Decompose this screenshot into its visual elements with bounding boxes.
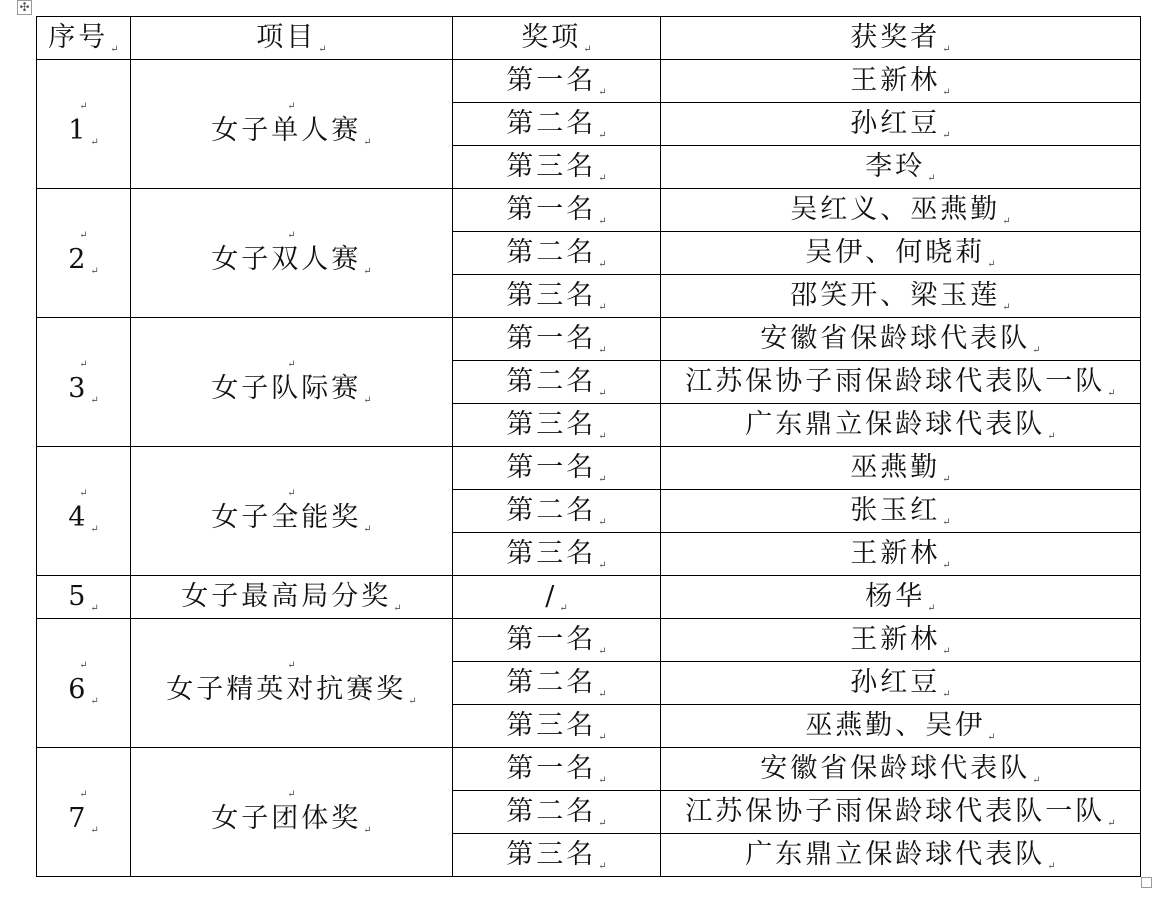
paragraph-mark-icon: ↵ (598, 774, 607, 786)
paragraph-mark-icon: ↵ (598, 860, 607, 872)
paragraph-mark-icon: ↵ (79, 100, 88, 112)
event-name: 女子精英对抗赛奖 (166, 673, 407, 705)
row-number: 5 (68, 580, 89, 612)
header-cell[interactable] (661, 17, 1141, 60)
place-cell[interactable] (453, 490, 661, 533)
place-cell[interactable] (453, 748, 661, 791)
winner-cell[interactable] (661, 662, 1141, 705)
paragraph-mark-icon: ↵ (927, 172, 936, 184)
paragraph-mark-icon: ↵ (363, 523, 372, 535)
paragraph-mark-icon: ↵ (598, 516, 607, 528)
paragraph-mark-icon: ↵ (90, 523, 99, 535)
paragraph-mark-icon: ↵ (90, 824, 99, 836)
place-label: 第三名 (506, 279, 597, 311)
winner-cell[interactable] (661, 490, 1141, 533)
row-number: 6 (68, 673, 89, 705)
winner-name: 王新林 (850, 623, 941, 655)
event-cell[interactable] (131, 318, 453, 447)
winner-cell[interactable] (661, 361, 1141, 404)
winner-name: 李玲 (865, 150, 926, 182)
paragraph-mark-icon: ↵ (110, 43, 119, 55)
row-number: 3 (68, 372, 89, 404)
table-body (37, 60, 1141, 877)
place-label: 第一名 (506, 623, 597, 655)
awards-table (36, 16, 1141, 877)
winner-name: 孙红豆 (850, 107, 941, 139)
place-label: 第三名 (506, 709, 597, 741)
row-number: 4 (68, 501, 89, 533)
paragraph-mark-icon: ↵ (942, 43, 951, 55)
event-cell[interactable] (131, 748, 453, 877)
winner-name: 吴伊、何晓莉 (805, 236, 986, 268)
winner-cell[interactable] (661, 619, 1141, 662)
place-label: / (545, 580, 558, 612)
paragraph-mark-icon: ↵ (598, 129, 607, 141)
event-cell[interactable] (131, 576, 453, 619)
place-label: 第三名 (506, 408, 597, 440)
winner-name: 广东鼎立保龄球代表队 (745, 838, 1046, 870)
table-row (37, 189, 1141, 232)
paragraph-mark-icon: ↵ (942, 129, 951, 141)
paragraph-mark-icon: ↵ (393, 602, 402, 614)
row-number: 7 (68, 802, 89, 834)
winner-name: 孙红豆 (850, 666, 941, 698)
place-label: 第一名 (506, 451, 597, 483)
paragraph-mark-icon: ↵ (1107, 817, 1116, 829)
place-cell[interactable] (453, 619, 661, 662)
place-label: 第三名 (506, 537, 597, 569)
place-cell[interactable] (453, 275, 661, 318)
winner-cell[interactable] (661, 318, 1141, 361)
paragraph-mark-icon: ↵ (598, 301, 607, 313)
row-number-cell[interactable] (37, 189, 131, 318)
place-cell[interactable] (453, 103, 661, 146)
place-cell[interactable] (453, 447, 661, 490)
winner-name: 张玉红 (850, 494, 941, 526)
table-row (37, 447, 1141, 490)
winner-cell[interactable] (661, 748, 1141, 791)
event-cell[interactable] (131, 60, 453, 189)
paragraph-mark-icon: ↵ (598, 172, 607, 184)
place-label: 第一名 (506, 322, 597, 354)
place-label: 第二名 (506, 666, 597, 698)
winner-cell[interactable] (661, 146, 1141, 189)
paragraph-mark-icon: ↵ (598, 688, 607, 700)
header-cell[interactable] (453, 17, 661, 60)
paragraph-mark-icon: ↵ (987, 258, 996, 270)
paragraph-mark-icon: ↵ (287, 788, 296, 800)
event-cell[interactable] (131, 619, 453, 748)
place-label: 第二名 (506, 795, 597, 827)
winner-cell[interactable] (661, 834, 1141, 877)
paragraph-mark-icon: ↵ (79, 358, 88, 370)
table-row (37, 619, 1141, 662)
row-number: 1 (68, 114, 89, 146)
paragraph-mark-icon: ↵ (1047, 430, 1056, 442)
paragraph-mark-icon: ↵ (363, 824, 372, 836)
place-label: 第一名 (506, 193, 597, 225)
place-cell[interactable] (453, 791, 661, 834)
paragraph-mark-icon: ↵ (583, 43, 592, 55)
paragraph-mark-icon: ↵ (942, 688, 951, 700)
event-name: 女子全能奖 (211, 501, 362, 533)
paragraph-mark-icon: ↵ (90, 265, 99, 277)
event-name: 女子单人赛 (211, 114, 362, 146)
place-cell[interactable] (453, 318, 661, 361)
winner-cell[interactable] (661, 275, 1141, 318)
paragraph-mark-icon: ↵ (598, 430, 607, 442)
paragraph-mark-icon: ↵ (79, 229, 88, 241)
table-row (37, 318, 1141, 361)
row-number-cell[interactable] (37, 447, 131, 576)
paragraph-mark-icon: ↵ (363, 136, 372, 148)
event-cell[interactable] (131, 189, 453, 318)
table-row (37, 60, 1141, 103)
paragraph-mark-icon: ↵ (598, 731, 607, 743)
place-cell[interactable] (453, 576, 661, 619)
event-name: 女子团体奖 (211, 802, 362, 834)
winner-name: 安徽省保龄球代表队 (760, 752, 1031, 784)
winner-cell[interactable] (661, 232, 1141, 275)
winner-name: 王新林 (850, 64, 941, 96)
place-label: 第二名 (506, 107, 597, 139)
table-row (37, 748, 1141, 791)
place-cell[interactable] (453, 60, 661, 103)
winner-name: 巫燕勤 (850, 451, 941, 483)
winner-name: 杨华 (865, 580, 926, 612)
paragraph-mark-icon: ↵ (987, 731, 996, 743)
paragraph-mark-icon: ↵ (287, 100, 296, 112)
winner-cell[interactable] (661, 103, 1141, 146)
place-cell[interactable] (453, 146, 661, 189)
winner-cell[interactable] (661, 576, 1141, 619)
paragraph-mark-icon: ↵ (942, 86, 951, 98)
event-name: 女子队际赛 (211, 372, 362, 404)
paragraph-mark-icon: ↵ (79, 788, 88, 800)
winner-name: 邵笑开、梁玉莲 (790, 279, 1001, 311)
winner-cell[interactable] (661, 189, 1141, 232)
paragraph-mark-icon: ↵ (318, 43, 327, 55)
paragraph-mark-icon: ↵ (90, 394, 99, 406)
row-number-cell[interactable] (37, 576, 131, 619)
table-resize-handle[interactable] (1141, 877, 1152, 888)
place-cell[interactable] (453, 705, 661, 748)
place-cell[interactable] (453, 404, 661, 447)
header-cell[interactable] (37, 17, 131, 60)
row-number: 2 (68, 243, 89, 275)
winner-cell[interactable] (661, 447, 1141, 490)
place-cell[interactable] (453, 533, 661, 576)
event-name: 女子最高局分奖 (181, 580, 392, 612)
place-label: 第三名 (506, 838, 597, 870)
row-number-cell[interactable] (37, 619, 131, 748)
table-move-handle-icon[interactable]: ✣ (17, 0, 32, 15)
row-number-cell[interactable] (37, 60, 131, 189)
winner-cell[interactable] (661, 60, 1141, 103)
winner-name: 江苏保协子雨保龄球代表队一队 (685, 365, 1106, 397)
header-row (37, 17, 1141, 60)
paragraph-mark-icon: ↵ (287, 358, 296, 370)
paragraph-mark-icon: ↵ (598, 344, 607, 356)
paragraph-mark-icon: ↵ (942, 516, 951, 528)
paragraph-mark-icon: ↵ (927, 602, 936, 614)
place-label: 第一名 (506, 752, 597, 784)
paragraph-mark-icon: ↵ (559, 602, 568, 614)
paragraph-mark-icon: ↵ (287, 659, 296, 671)
place-label: 第二名 (506, 236, 597, 268)
place-cell[interactable] (453, 662, 661, 705)
paragraph-mark-icon: ↵ (598, 559, 607, 571)
winner-cell[interactable] (661, 791, 1141, 834)
paragraph-mark-icon: ↵ (90, 602, 99, 614)
paragraph-mark-icon: ↵ (408, 695, 417, 707)
place-label: 第二名 (506, 494, 597, 526)
winner-name: 江苏保协子雨保龄球代表队一队 (685, 795, 1106, 827)
header-winner: 获奖者 (850, 21, 941, 53)
winner-name: 王新林 (850, 537, 941, 569)
paragraph-mark-icon: ↵ (598, 215, 607, 227)
place-label: 第二名 (506, 365, 597, 397)
paragraph-mark-icon: ↵ (942, 645, 951, 657)
paragraph-mark-icon: ↵ (598, 86, 607, 98)
paragraph-mark-icon: ↵ (1002, 301, 1011, 313)
paragraph-mark-icon: ↵ (1002, 215, 1011, 227)
winner-name: 巫燕勤、吴伊 (805, 709, 986, 741)
winner-cell[interactable] (661, 533, 1141, 576)
event-name: 女子双人赛 (211, 243, 362, 275)
paragraph-mark-icon: ↵ (1047, 860, 1056, 872)
place-cell[interactable] (453, 189, 661, 232)
paragraph-mark-icon: ↵ (79, 487, 88, 499)
place-label: 第三名 (506, 150, 597, 182)
paragraph-mark-icon: ↵ (942, 473, 951, 485)
winner-cell[interactable] (661, 705, 1141, 748)
paragraph-mark-icon: ↵ (363, 394, 372, 406)
row-number-cell[interactable] (37, 318, 131, 447)
header-event: 项目 (256, 21, 317, 53)
place-label: 第一名 (506, 64, 597, 96)
paragraph-mark-icon: ↵ (90, 136, 99, 148)
header-cell[interactable] (131, 17, 453, 60)
header-no: 序号 (48, 21, 109, 53)
paragraph-mark-icon: ↵ (1032, 344, 1041, 356)
paragraph-mark-icon: ↵ (598, 817, 607, 829)
place-cell[interactable] (453, 232, 661, 275)
paragraph-mark-icon: ↵ (942, 559, 951, 571)
paragraph-mark-icon: ↵ (1107, 387, 1116, 399)
paragraph-mark-icon: ↵ (287, 229, 296, 241)
event-cell[interactable] (131, 447, 453, 576)
winner-name: 广东鼎立保龄球代表队 (745, 408, 1046, 440)
winner-name: 吴红义、巫燕勤 (790, 193, 1001, 225)
paragraph-mark-icon: ↵ (598, 645, 607, 657)
place-cell[interactable] (453, 834, 661, 877)
winner-cell[interactable] (661, 404, 1141, 447)
paragraph-mark-icon: ↵ (90, 695, 99, 707)
paragraph-mark-icon: ↵ (598, 258, 607, 270)
paragraph-mark-icon: ↵ (1032, 774, 1041, 786)
winner-name: 安徽省保龄球代表队 (760, 322, 1031, 354)
paragraph-mark-icon: ↵ (598, 473, 607, 485)
paragraph-mark-icon: ↵ (79, 659, 88, 671)
paragraph-mark-icon: ↵ (363, 265, 372, 277)
paragraph-mark-icon: ↵ (287, 487, 296, 499)
place-cell[interactable] (453, 361, 661, 404)
header-place: 奖项 (521, 21, 582, 53)
row-number-cell[interactable] (37, 748, 131, 877)
table-row (37, 576, 1141, 619)
paragraph-mark-icon: ↵ (598, 387, 607, 399)
